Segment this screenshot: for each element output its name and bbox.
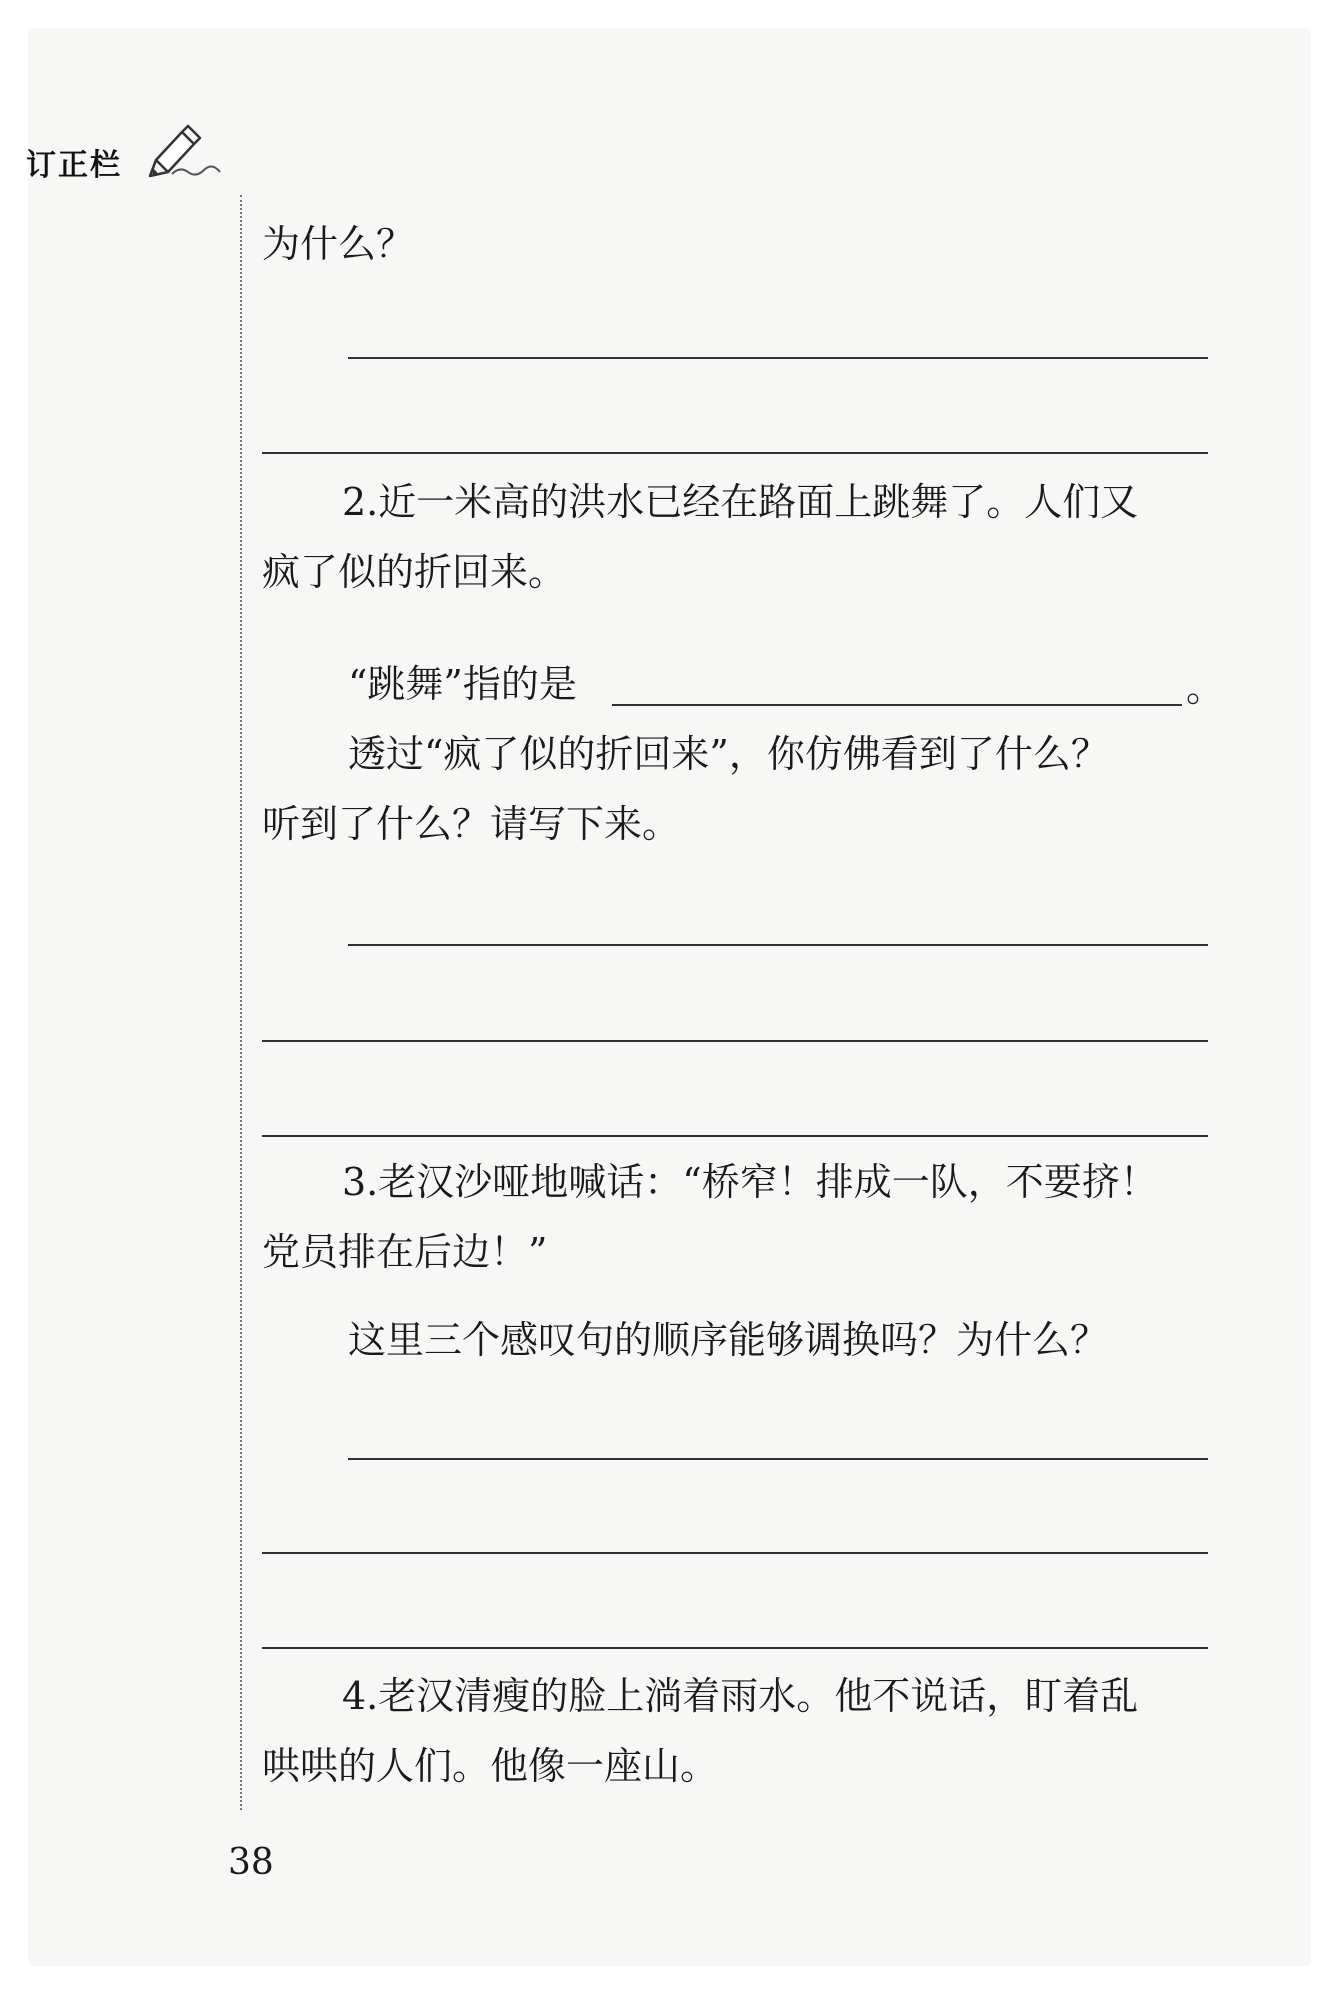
- answer-line[interactable]: [348, 944, 1208, 946]
- q3-quote-line1: [342, 1158, 1158, 1206]
- q3-quote-line2: 党员排在后边！”: [262, 1230, 548, 1274]
- q2-number: 2.: [342, 480, 379, 524]
- q2-question-line2: 听到了什么？请写下来。: [262, 802, 681, 846]
- q2-fill-prompt: “跳舞”指的是: [348, 662, 577, 706]
- answer-line[interactable]: [262, 1135, 1208, 1137]
- pencil-icon: [142, 118, 222, 178]
- q2-quote-line2: 疯了似的折回来。: [262, 550, 567, 594]
- continuation-text: 为什么？: [262, 222, 415, 266]
- q4-quote-line1: [342, 1672, 1138, 1720]
- q2-fill-blank[interactable]: [612, 704, 1182, 706]
- answer-line[interactable]: [348, 357, 1208, 359]
- q2-fill-end: 。: [1186, 666, 1225, 710]
- answer-line[interactable]: [262, 1040, 1208, 1042]
- q2-quote-line1: [342, 478, 1138, 526]
- q4-number: 4.: [342, 1674, 379, 1718]
- q4-quote-line2: 哄哄的人们。他像一座山。: [262, 1744, 719, 1788]
- answer-line[interactable]: [348, 1458, 1208, 1460]
- q3-quote-text: 老汉沙哑地喊话：“桥窄！排成一队，不要挤！: [378, 1160, 1158, 1204]
- margin-dotted-divider: [240, 195, 242, 1810]
- q2-quote-text: 近一米高的洪水已经在路面上跳舞了。人们又: [378, 480, 1139, 524]
- q3-number: 3.: [342, 1160, 379, 1204]
- q4-quote-text: 老汉清瘦的脸上淌着雨水。他不说话，盯着乱: [378, 1674, 1139, 1718]
- q3-question: 这里三个感叹句的顺序能够调换吗？为什么？: [348, 1318, 1109, 1362]
- answer-line[interactable]: [262, 452, 1208, 454]
- answer-line[interactable]: [262, 1647, 1208, 1649]
- answer-line[interactable]: [262, 1552, 1208, 1554]
- correction-column-title: 订正栏: [26, 148, 122, 183]
- page-number: 38: [228, 1842, 274, 1883]
- q2-question-line1: 透过“疯了似的折回来”，你仿佛看到了什么？: [348, 732, 1109, 776]
